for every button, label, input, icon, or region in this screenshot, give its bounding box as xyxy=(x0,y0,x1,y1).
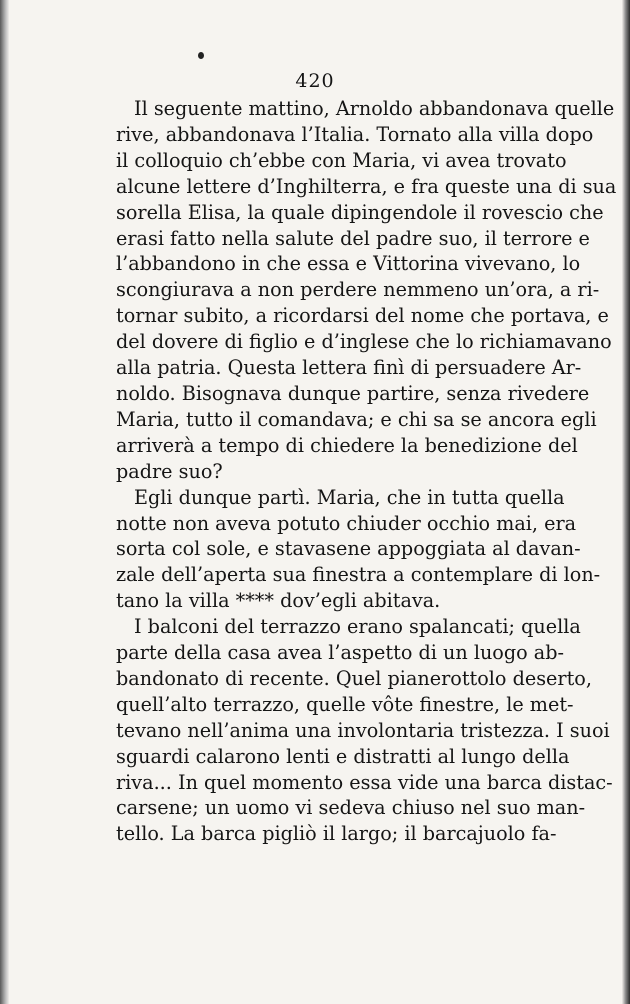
text-line: alcune lettere d’Inghilterra, e fra queste una di sua xyxy=(116,174,617,198)
page-edge-shadow xyxy=(622,0,630,1004)
paragraph xyxy=(116,614,613,847)
text-line: scongiurava a non perdere nemmeno un’ora, a ri- xyxy=(116,278,600,302)
text-line: il colloquio ch’ebbe con Maria, vi avea trovato xyxy=(116,148,567,172)
page-number: 420 xyxy=(295,70,335,92)
text-line: carsene; un uomo vi sedeva chiuso nel suo man- xyxy=(116,796,586,820)
text-line: bandonato di recente. Quel pianerottolo deserto, xyxy=(116,666,592,690)
text-line: riva... In quel momento essa vide una barca distac- xyxy=(116,770,613,794)
text-line: padre suo? xyxy=(116,459,223,483)
text-line: I balconi del terrazzo erano spalancati; quella xyxy=(134,615,581,639)
paragraph xyxy=(116,96,617,485)
text-line: tornar subito, a ricordarsi del nome che portava, e xyxy=(116,304,609,328)
text-line: arriverà a tempo di chiedere la benedizione del xyxy=(116,433,578,457)
text-line: erasi fatto nella salute del padre suo, il terrore e xyxy=(116,226,590,250)
text-line: Il seguente mattino, Arnoldo abbandonava quelle xyxy=(134,97,615,120)
text-line: quell’alto terrazzo, quelle vôte finestre, le met- xyxy=(116,692,574,716)
text-line: tano la villa **** dov’egli abitava. xyxy=(116,589,441,613)
text-line: alla patria. Questa lettera finì di persuadere Ar- xyxy=(116,356,582,380)
text-line: rive, abbandonava l’Italia. Tornato alla villa dopo xyxy=(116,122,594,146)
text-line: sorella Elisa, la quale dipingendole il rovescio che xyxy=(116,200,604,224)
paragraph xyxy=(116,485,601,615)
text-line: sguardi calarono lenti e distratti al lungo della xyxy=(116,744,570,768)
text-line: zale dell’aperta sua finestra a contemplare di lon- xyxy=(116,563,601,587)
text-line: l’abbandono in che essa e Vittorina vivevano, lo xyxy=(116,252,581,276)
text-line: Egli dunque partì. Maria, che in tutta quella xyxy=(134,485,565,509)
ink-spot xyxy=(198,52,204,59)
text-line: tello. La barca pigliò il largo; il barcajuolo fa- xyxy=(116,822,557,846)
body-text xyxy=(116,96,617,847)
text-line: parte della casa avea l’aspetto di un luogo ab- xyxy=(116,641,565,665)
text-line: tevano nell’anima una involontaria tristezza. I suoi xyxy=(116,718,610,742)
text-line: sorta col sole, e stavasene appoggiata al davan- xyxy=(116,537,581,561)
page-binding-shadow xyxy=(0,0,9,1004)
text-line: notte non aveva potuto chiuder occhio mai, era xyxy=(116,511,577,535)
text-line: del dovere di figlio e d’inglese che lo richiamavano xyxy=(116,330,612,354)
text-line: noldo. Bisognava dunque partire, senza rivedere xyxy=(116,381,590,405)
text-line: Maria, tutto il comandava; e chi sa se ancora egli xyxy=(116,407,597,431)
